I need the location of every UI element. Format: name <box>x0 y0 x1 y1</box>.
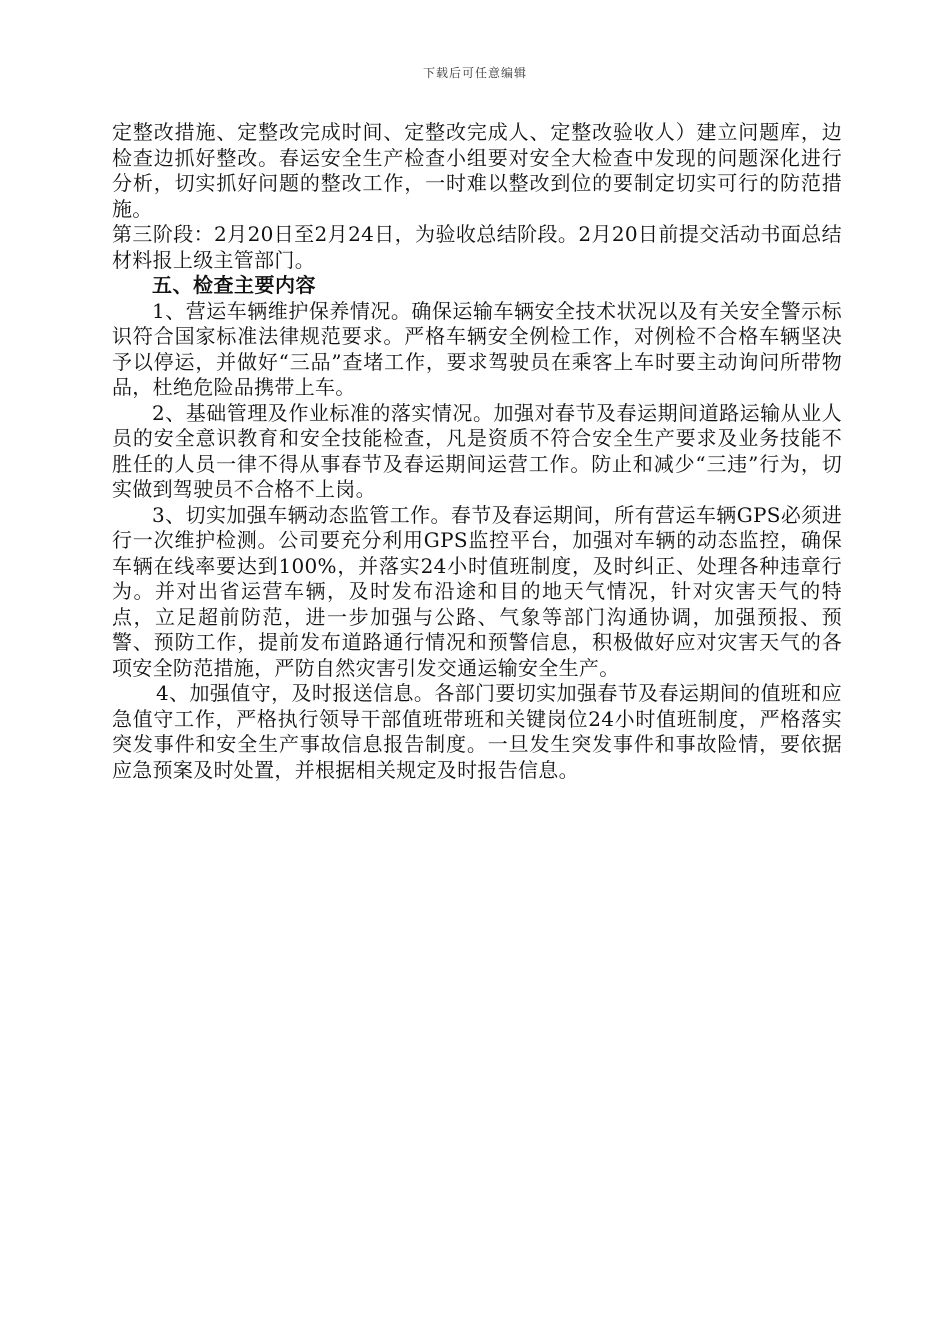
header-note: 下载后可任意编辑 <box>422 66 527 80</box>
section-heading: 五、检查主要内容 <box>152 273 316 297</box>
list-item: 4、加强值守，及时报送信息。各部门要切实加强春节及春运期间的值班和应急值守工作，严格执行领导干部值班带班和关键岗位24小时值班制度，严格落实突发事件和安全生产事故信息报告制度。一旦发生突发事件和事故险情，要依据应急预案及时处置，并根据相关规定及时报告信息。 <box>112 681 842 782</box>
list-item: 3、切实加强车辆动态监管工作。春节及春运期间，所有营运车辆GPS必须进行一次维护检测。公司要充分利用GPS监控平台，加强对车辆的动态监控，确保车辆在线率要达到100%，并落实24小时值班制度，及时纠正、处理各种违章行为。并对出省运营车辆，及时发布沿途和目的地天气情况，针对灾害天气的特点，立足超前防范，进一步加强与公路、气象等部门沟通协调，加强预报、预警、预防工作，提前发布道路通行情况和预警信息，积极做好应对灾害天气的各项安全防范措施，严防自然灾害引发交通运输安全生产。 <box>112 502 842 680</box>
paragraph-continuation: 定整改措施、定整改完成时间、定整改完成人、定整改验收人）建立问题库，边检查边抓好整改。春运安全生产检查小组要对安全大检查中发现的问题深化进行分析，切实抓好问题的整改工作，一时难以整改到位的要制定切实可行的防范措施。 <box>112 120 842 221</box>
document-body <box>112 120 842 783</box>
paragraph-phase-three: 第三阶段：2月20日至2月24日，为验收总结阶段。2月20日前提交活动书面总结材料报上级主管部门。 <box>112 222 842 272</box>
list-item: 2、基础管理及作业标准的落实情况。加强对春节及春运期间道路运输从业人员的安全意识教育和安全技能检查，凡是资质不符合安全生产要求及业务技能不胜任的人员一律不得从事春节及春运期间运营工作。防止和减少“三违”行为，切实做到驾驶员不合格不上岗。 <box>112 400 842 501</box>
list-item: 1、营运车辆维护保养情况。确保运输车辆安全技术状况以及有关安全警示标识符合国家标准法律规范要求。严格车辆安全例检工作，对例检不合格车辆坚决予以停运，并做好“三品”查堵工作，要求驾驶员在乘客上车时要主动询问所带物品，杜绝危险品携带上车。 <box>112 298 842 399</box>
